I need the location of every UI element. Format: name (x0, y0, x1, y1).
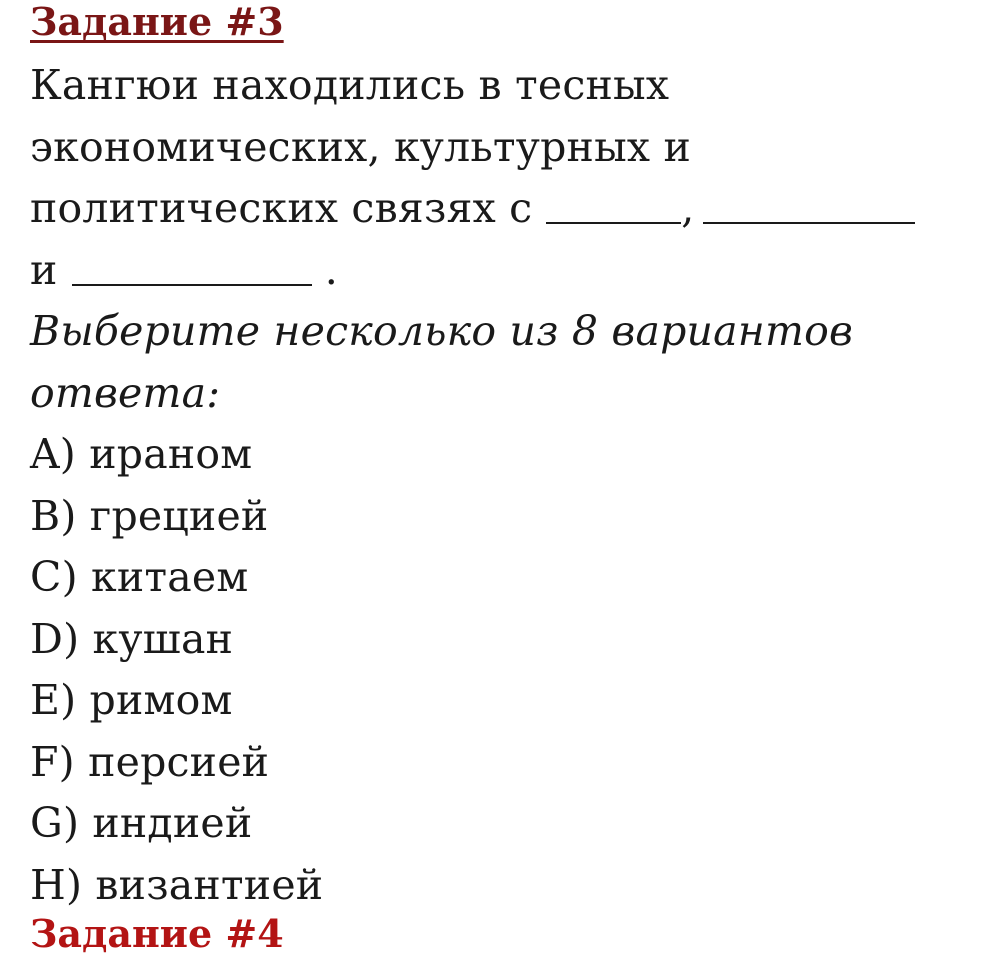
question-line-4 (30, 240, 970, 302)
answer-option-b[interactable]: B) грецией (30, 491, 269, 540)
answer-blank-2 (703, 186, 915, 224)
answer-option-f[interactable]: F) персией (30, 737, 270, 786)
question-line-1: Кангюи находились в тесных (30, 61, 670, 109)
instruction-line-1: Выберите несколько из 8 вариантов (30, 307, 854, 355)
answer-option-d[interactable]: D) кушан (30, 614, 234, 663)
answer-option-h[interactable]: H) византией (30, 860, 324, 909)
next-task-title: Задание #4 (30, 911, 284, 956)
question-text (30, 55, 970, 301)
answer-blank-3 (72, 248, 312, 286)
answer-option-e[interactable]: E) римом (30, 676, 233, 724)
question-end-period: . (324, 245, 338, 294)
blank-separator: , (681, 184, 695, 232)
question-line-4-text: и (30, 245, 58, 294)
task-page (30, 0, 970, 916)
answer-option-a[interactable]: A) ираном (30, 430, 253, 478)
question-line-3 (30, 178, 970, 240)
task-title: Задание #3 (30, 0, 284, 44)
answer-option-c[interactable]: C) китаем (30, 553, 249, 601)
instruction-line-2: ответа: (30, 368, 221, 417)
answer-option-g[interactable]: G) индией (30, 799, 253, 847)
question-line-2: экономических, культурных и (30, 122, 691, 171)
answer-options-list (30, 424, 970, 916)
answer-blank-1 (546, 186, 681, 224)
question-line-3-text: политических связях с (30, 184, 533, 232)
